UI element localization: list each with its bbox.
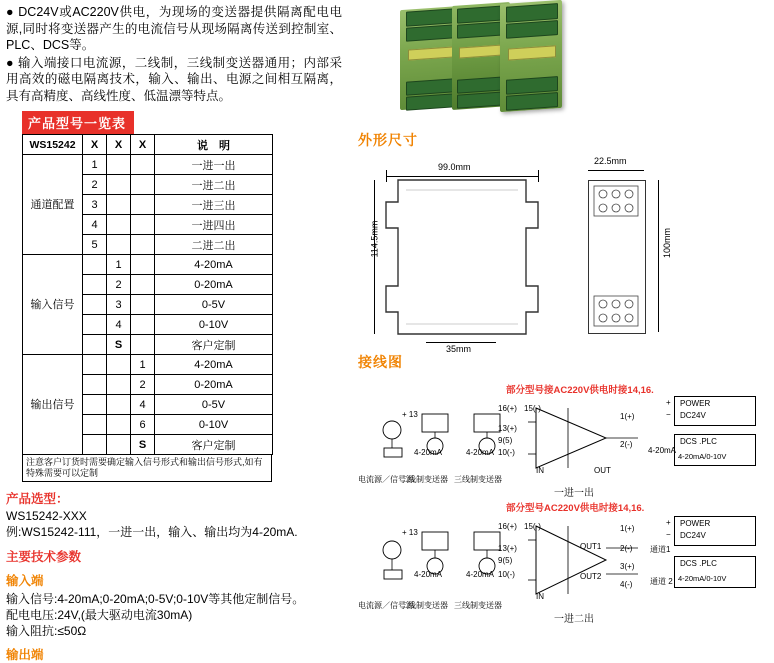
cell-desc: 二进二出 <box>155 235 273 255</box>
selection-line-1: WS15242-XXX <box>6 509 87 523</box>
header-col-1: X <box>83 135 107 155</box>
wiring-2-term-15: 15(-) <box>524 522 541 531</box>
wiring-2-term-13: 13(+) <box>498 544 517 553</box>
dim-side-height-label: 100mm <box>662 227 673 259</box>
header-col-2: X <box>107 135 131 155</box>
bullet-1: ● DC24V或AC220V供电，为现场的变送器提供隔离配电电源,同时将变送器产生的电流信号从现场隔离传送到控制室、PLC、DCS等。 <box>6 5 342 52</box>
cell-code: 1 <box>107 255 131 275</box>
wiring-1-left-cap: 电流源／信号源 <box>358 475 414 484</box>
wiring-diagram-1 <box>358 382 774 499</box>
wiring-2-sources-svg <box>378 522 518 600</box>
wiring-2-out-term-2: 2(-) <box>620 544 633 553</box>
cell-empty <box>107 155 131 175</box>
wiring-1-note: 部分型号接AC220V供电时接14,16. <box>506 385 654 396</box>
cell-code: 2 <box>83 175 107 195</box>
dim-line-depth <box>426 342 496 343</box>
side-view-terminals <box>588 180 644 332</box>
wiring-1-out-signal: 4-20mA <box>648 446 677 455</box>
cell-desc: 0-20mA <box>155 275 273 295</box>
header-desc: 说 明 <box>155 135 273 155</box>
wiring-1-power-title: POWER <box>680 399 711 408</box>
wiring-diagram-2 <box>358 500 774 625</box>
cell-desc: 0-5V <box>155 295 273 315</box>
wiring-1-term-15: 15(-) <box>524 404 541 413</box>
wiring-1-power-sub: DC24V <box>680 411 706 420</box>
wiring-2-power-title: POWER <box>680 519 711 528</box>
wiring-2-src-cap-2: 三线制变送器 <box>454 601 502 610</box>
cell-empty <box>83 315 107 335</box>
bullet-2: ● 输入端接口电流源，二线制，三线制变送器通用；内部采用高效的磁电隔离技术，输入、输出、电源之间相互隔离，具有高精度、高线性度、低温漂等特点。 <box>6 55 342 103</box>
wiring-2-load-title: DCS .PLC <box>680 559 717 568</box>
dim-line-side-width <box>588 170 644 171</box>
cell-empty <box>131 215 155 235</box>
cell-empty <box>131 195 155 215</box>
wiring-1-src-label-1: 4-20mA <box>414 448 443 457</box>
left-column <box>0 0 348 662</box>
cell-empty <box>107 375 131 395</box>
wiring-1-term-13: 13(+) <box>498 424 517 433</box>
dim-tick-left <box>386 170 387 182</box>
cell-code: 4 <box>107 315 131 335</box>
cell-empty <box>107 235 131 255</box>
dim-tick-right <box>538 170 539 182</box>
cell-empty <box>83 415 107 435</box>
dim-width-label: 99.0mm <box>438 162 471 172</box>
cell-code: 3 <box>107 295 131 315</box>
table-row <box>23 355 273 375</box>
input-line-1: 输入信号:4-20mA;0-20mA;0-5V;0-10V等其他定制信号。 <box>6 592 305 606</box>
cell-empty <box>107 395 131 415</box>
cell-desc: 0-10V <box>155 415 273 435</box>
cell-code: 2 <box>107 275 131 295</box>
group-label-channel: 通道配置 <box>23 155 83 255</box>
wiring-1-plus13: + 13 <box>402 410 418 419</box>
wiring-2-out-term-3: 3(+) <box>620 562 635 571</box>
cell-desc: 0-5V <box>155 395 273 415</box>
cell-empty <box>131 175 155 195</box>
cell-empty <box>131 275 155 295</box>
cell-empty <box>131 335 155 355</box>
cell-empty <box>107 195 131 215</box>
input-line-2: 配电电压:24V,(最大驱动电流30mA) <box>6 608 193 622</box>
subsection-input-title: 输入端 <box>6 574 44 588</box>
wiring-2-plus13: + 13 <box>402 528 418 537</box>
wiring-2-note: 部分型号AC220V供电时接14,16. <box>506 503 645 514</box>
cell-empty <box>107 215 131 235</box>
wiring-2-out-term-1: 1(+) <box>620 524 635 533</box>
front-view-svg <box>376 168 586 358</box>
wiring-2-src-label-2: 4-20mA <box>466 570 495 579</box>
cell-code: S <box>107 335 131 355</box>
intro-bullets <box>0 0 348 104</box>
cell-code: S <box>131 435 155 455</box>
wiring-2-left-cap: 电流源／信号源 <box>358 601 414 610</box>
wiring-1-term-10: 10(-) <box>498 448 515 457</box>
wiring-1-src-cap-1: 二线制变送器 <box>400 475 448 484</box>
wiring-2-src-label-1: 4-20mA <box>414 570 443 579</box>
wiring-1-caption: 一进一出 <box>554 488 594 499</box>
cell-empty <box>83 395 107 415</box>
cell-empty <box>131 155 155 175</box>
cell-desc: 一进三出 <box>155 195 273 215</box>
wiring-2-out-term-4: 4(-) <box>620 580 633 589</box>
dim-line-width <box>386 176 538 177</box>
wiring-2-in-label: IN <box>536 592 544 601</box>
subsection-output-title: 输出端 <box>6 648 44 662</box>
heading-wiring: 接线图 <box>358 354 403 370</box>
wiring-2-term-10: 10(-) <box>498 570 515 579</box>
cell-empty <box>83 275 107 295</box>
wiring-1-load-title: DCS .PLC <box>680 437 717 446</box>
wiring-2-power-minus: − <box>666 530 671 539</box>
cell-code: 3 <box>83 195 107 215</box>
table-header-row <box>23 135 273 155</box>
group-label-input: 输入信号 <box>23 255 83 355</box>
cell-empty <box>83 375 107 395</box>
cell-desc: 一进二出 <box>155 175 273 195</box>
cell-empty <box>83 255 107 275</box>
dim-depth-label: 35mm <box>446 344 472 354</box>
wiring-1-term-9: 9(5) <box>498 436 513 445</box>
wiring-1-power-minus: − <box>666 410 671 419</box>
cell-empty <box>107 435 131 455</box>
dimension-drawing <box>366 150 766 365</box>
cell-code: 4 <box>83 215 107 235</box>
section-title-selection: 产品选型： <box>6 492 69 506</box>
wiring-2-channel-1: 通道1 <box>650 545 671 554</box>
input-line-3: 输入阻抗:≤50Ω <box>6 624 87 638</box>
wiring-1-out-term-1: 1(+) <box>620 412 635 421</box>
cell-empty <box>83 295 107 315</box>
wiring-2-src-cap-1: 二线制变送器 <box>400 601 448 610</box>
cell-desc: 客户定制 <box>155 335 273 355</box>
wiring-2-out-label-2: OUT2 <box>580 572 602 581</box>
group-label-output: 输出信号 <box>23 355 83 455</box>
dim-height-label: 114.5mm <box>369 220 380 258</box>
wiring-1-src-label-2: 4-20mA <box>466 448 495 457</box>
wiring-2-channel-2: 通道 2 <box>650 577 673 586</box>
right-column <box>348 0 774 639</box>
cell-code: 4 <box>131 395 155 415</box>
cell-empty <box>83 335 107 355</box>
cell-empty <box>131 255 155 275</box>
dim-line-side-height <box>658 180 659 332</box>
heading-dimensions: 外形尺寸 <box>358 132 418 148</box>
cell-empty <box>131 295 155 315</box>
wiring-1-term-16: 16(+) <box>498 404 517 413</box>
cell-empty <box>131 315 155 335</box>
cell-desc: 0-20mA <box>155 375 273 395</box>
wiring-2-term-16: 16(+) <box>498 522 517 531</box>
table-row <box>23 255 273 275</box>
section-title-specs: 主要技术参数 <box>6 550 82 564</box>
cell-empty <box>107 415 131 435</box>
cell-desc: 4-20mA <box>155 355 273 375</box>
wiring-1-out-label: OUT <box>594 466 611 475</box>
cell-code: 1 <box>131 355 155 375</box>
table-row <box>23 155 273 175</box>
wiring-1-in-label: IN <box>536 466 544 475</box>
spec-table <box>22 134 273 455</box>
cell-code: 5 <box>83 235 107 255</box>
wiring-2-caption: 一进二出 <box>554 614 594 625</box>
wiring-2-power-sub: DC24V <box>680 531 706 540</box>
table-note: 注意客户订货时需要确定输入信号形式和输出信号形式,如有特殊需要可以定制 <box>22 455 272 482</box>
header-model: WS15242 <box>23 135 83 155</box>
spec-table-title: 产品型号一览表 <box>22 111 134 134</box>
cell-desc: 0-10V <box>155 315 273 335</box>
cell-empty <box>131 235 155 255</box>
product-photo <box>400 2 610 114</box>
cell-desc: 一进四出 <box>155 215 273 235</box>
cell-desc: 4-20mA <box>155 255 273 275</box>
cell-empty <box>107 175 131 195</box>
wiring-1-power-plus: + <box>666 398 671 407</box>
header-col-3: X <box>131 135 155 155</box>
cell-desc: 客户定制 <box>155 435 273 455</box>
wiring-1-out-term-2: 2(-) <box>620 440 633 449</box>
wiring-1-src-cap-2: 三线制变送器 <box>454 475 502 484</box>
cell-empty <box>107 355 131 375</box>
module-front <box>500 0 562 112</box>
wiring-1-sources-svg <box>378 404 518 474</box>
dim-side-width-label: 22.5mm <box>594 156 627 166</box>
wiring-2-out-label-1: OUT1 <box>580 542 602 551</box>
cell-code: 1 <box>83 155 107 175</box>
cell-code: 6 <box>131 415 155 435</box>
cell-empty <box>83 355 107 375</box>
wiring-2-term-9: 9(5) <box>498 556 513 565</box>
selection-line-2: 例:WS15242-111，一进一出，输入、输出均为4-20mA. <box>6 525 298 539</box>
cell-code: 2 <box>131 375 155 395</box>
wiring-1-load-sub: 4-20mA/0-10V <box>678 452 727 461</box>
wiring-2-power-plus: + <box>666 518 671 527</box>
cell-desc: 一进一出 <box>155 155 273 175</box>
wiring-2-load-sub: 4-20mA/0-10V <box>678 574 727 583</box>
cell-empty <box>83 435 107 455</box>
